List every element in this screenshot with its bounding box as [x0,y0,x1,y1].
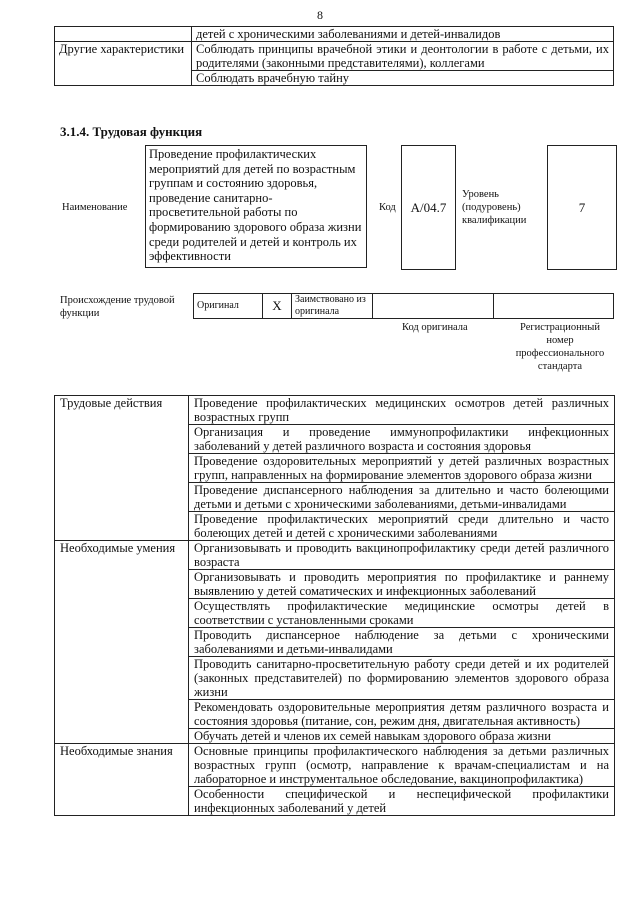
empty-cell [55,27,192,42]
table-cell: Особенности специфической и неспецифической профилактики инфекционных заболеваний у детей [189,787,615,816]
code-box [401,145,456,270]
section-title: 3.1.4. Трудовая функция [60,124,203,139]
continuation-table [54,26,614,86]
table-cell: детей с хроническими заболеваниями и детей-инвалидов [192,27,614,42]
table-cell: Проводить диспансерное наблюдение за детьми с хроническими заболеваниями и детьми-инвалидами [189,628,615,657]
table-cell: Рекомендовать оздоровительные мероприятия детям различного возраста и состояния здоровья (питание, сон, режим дня, двигательная активность) [189,700,615,729]
code-value: A/04.7 [410,199,447,215]
original-cell: Оригинал [194,294,263,319]
table-cell: Соблюдать принципы врачебной этики и деонтологии в работе с детьми, их родителями (законными представителями), коллегами [192,42,614,71]
origin-table [193,293,614,319]
table-cell: Обучать детей и членов их семей навыкам здорового образа жизни [189,729,615,744]
table-cell: Основные принципы профилактического наблюдения за детьми различных возрастных групп (осмотр, направление к врачам-специалистам и на лабораторное и инструментальное обследование, вакцинопрофилактика) [189,744,615,787]
origin-label: Происхождение трудовой функции [60,295,175,319]
level-value: 7 [578,199,586,215]
original-mark: X [263,294,292,319]
name-label: Наименование [62,202,128,213]
table-cell: Проведение диспансерного наблюдения за длительно и часто болеющими детьми и детьми с хроническими заболеваниями, детьми-инвалидами [189,483,615,512]
row-label-other: Другие характеристики [55,42,192,86]
registration-number-cell [494,294,614,319]
code-original-cell [373,294,494,319]
level-label: Уровень (подуровень) квалификации [462,189,527,226]
table-cell: Соблюдать врачебную тайну [192,71,614,86]
code-original-caption: Код оригинала [402,322,468,333]
page-number: 8 [317,8,323,22]
borrowed-cell: Заимствовано из оригинала [292,294,373,319]
table-cell: Проведение профилактических мероприятий среди длительно и часто болеющих детей и детей с хроническими заболеваниями [189,512,615,541]
row-label-knowledge: Необходимые знания [55,744,189,816]
table-cell: Проводить санитарно-просветительную работу среди детей и их родителей (законных представителей) по формированию элементов здорового образа жизни [189,657,615,700]
table-cell: Проведение оздоровительных мероприятий у детей различных возрастных групп, направленных на формирование элементов здорового образа жизни [189,454,615,483]
table-cell: Организовывать и проводить мероприятия по профилактике и раннему выявлению у детей соматических и инфекционных заболеваний [189,570,615,599]
labor-function-table [54,395,615,816]
table-cell: Организация и проведение иммунопрофилактики инфекционных заболеваний у детей различного возраста и состояния здоровья [189,425,615,454]
row-label-skills: Необходимые умения [55,541,189,744]
table-cell: Осуществлять профилактические медицинские осмотры детей в соответствии с установленными сроками [189,599,615,628]
level-box [547,145,617,270]
registration-caption: Регистрационный номер профессионального стандарта [515,322,605,372]
table-cell: Организовывать и проводить вакцинопрофилактику среди детей различного возраста [189,541,615,570]
table-cell: Проведение профилактических медицинских осмотров детей различных возрастных групп [189,396,615,425]
code-label: Код [379,202,396,213]
function-name-box: Проведение профилактических мероприятий для детей по возрастным группам и состоянию здоровья, проведение санитарно-просветительной работы по формированию здорового образа жизни среди родителей и детей и контроль их эффективности [145,145,367,268]
row-label-actions: Трудовые действия [55,396,189,541]
